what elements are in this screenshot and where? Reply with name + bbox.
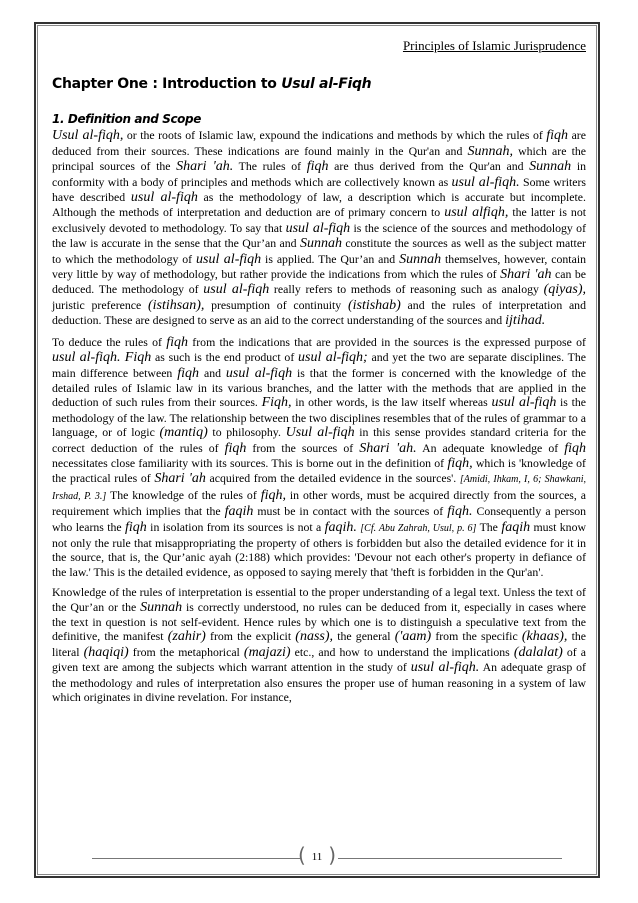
chapter-title (52, 76, 371, 92)
footer-rule-left (92, 858, 300, 859)
paragraph-2: To deduce the rules of fiqh from the indications that are provided in the sources is the expressed purpose of usul al-fiqh. Fiqh as such is the end product of usul al-fiqh; and yet the two are separate disciplines. The main difference between fiqh and usul al-fiqh is that the former is concerned with the knowledge of the detailed rules of Islamic law in its various branches, and the latter with the methods that are applied in the deduction of such rules from their sources. Fiqh, in other words, is the law itself whereas usul al-fiqh is the methodology of the law. The relationship between the two disciplines resembles that of the rules of grammar to a language, or of logic (mantiq) to philosophy. Usul al-fiqh in this sense provides standard criteria for the correct deduction of the rules of fiqh from the sources of Shari 'ah. An adequate knowledge of fiqh necessitates close familiarity with its sources. This is borne out in the definition of fiqh, which is 'knowledge of the practical rules of Shari 'ah acquired from the detailed evidence in the sources'. [Amidi, Ihkam, I, 6; Shawkani, Irshad, P. 3.] The knowledge of the rules of fiqh, in other words, must be acquired directly from the sources, a requirement which implies that the faqih must be in contact with the sources of fiqh. Consequently a person who learns the fiqh in isolation from its sources is not a faqih. [Cf. Abu Zahrah, Usul, p. 6] The faqih must know not only the rule that misappropriating the property of others is forbidden but also the detailed evidence for it in the source, that is, the Qur’anic ayah (2:188) which provides: 'Devour not each other's property in defiance of the law.' This is the detailed evidence, as opposed to saying merely that 'theft is forbidden in the Qur'an'. (52, 334, 587, 579)
footer-rule-right (338, 858, 562, 859)
running-header: Principles of Islamic Jurisprudence (402, 38, 586, 53)
chapter-title-term: Usul al-Fiqh (281, 76, 372, 92)
chapter-title-prefix: Chapter One : Introduction to (52, 76, 282, 92)
section-heading: 1. Definition and Scope (52, 112, 201, 126)
page-number: ( 11 ) (296, 846, 338, 868)
paragraph-1: Usul al-fiqh, or the roots of Islamic law, expound the indications and methods by which the rules of fiqh are deduced from their sources. These indications are found mainly in the Qur'an and Sunnah, which are the principal sources of the Shari 'ah. The rules of fiqh are thus derived from the Qur'an and Sunnah in conformity with a body of principles and methods which are collectively known as usul al-fiqh. Some writers have described usul al-fiqh as the methodology of law, a description which is accurate but incomplete. Although the methods of interpretation and deduction are of primary concern to usul alfiqh, the latter is not exclusively devoted to methodology. To say that usul al-fiqh is the science of the sources and methodology of the law is accurate in the sense that the Qur’an and Sunnah constitute the sources as well as the subject matter to which the methodology of usul al-fiqh is applied. The Qur’an and Sunnah themselves, however, contain very little by way of methodology, but rather provide the indications from which the rules of Shari 'ah can be deduced. The methodology of usul al-fiqh really refers to methods of reasoning such as analogy (qiyas), juristic preference (istihsan), presumption of continuity (istishab) and the rules of interpretation and deduction. These are designed to serve as an aid to the correct understanding of the sources and ijtihad. (52, 128, 587, 329)
paragraph-3: Knowledge of the rules of interpretation is essential to the proper understanding of a legal text. Unless the text of the Qur’an or the Sunnah is correctly understood, no rules can be deduced from it, especially in cases where the text in question is not self-evident. Hence rules by which one is to distinguish a speculative text from the definitive, the manifest (zahir) from the explicit (nass), the general ('aam) from the specific (khaas), the literal (haqiqi) from the metaphorical (majazi) etc., and how to understand the implications (dalalat) of a given text are among the subjects which warrant attention in the study of usul al-fiqh. An adequate grasp of the methodology and rules of interpretation also ensures the proper use of human reasoning in a system of law which originates in divine revelation. For instance, (52, 585, 587, 705)
page-body (52, 112, 586, 710)
